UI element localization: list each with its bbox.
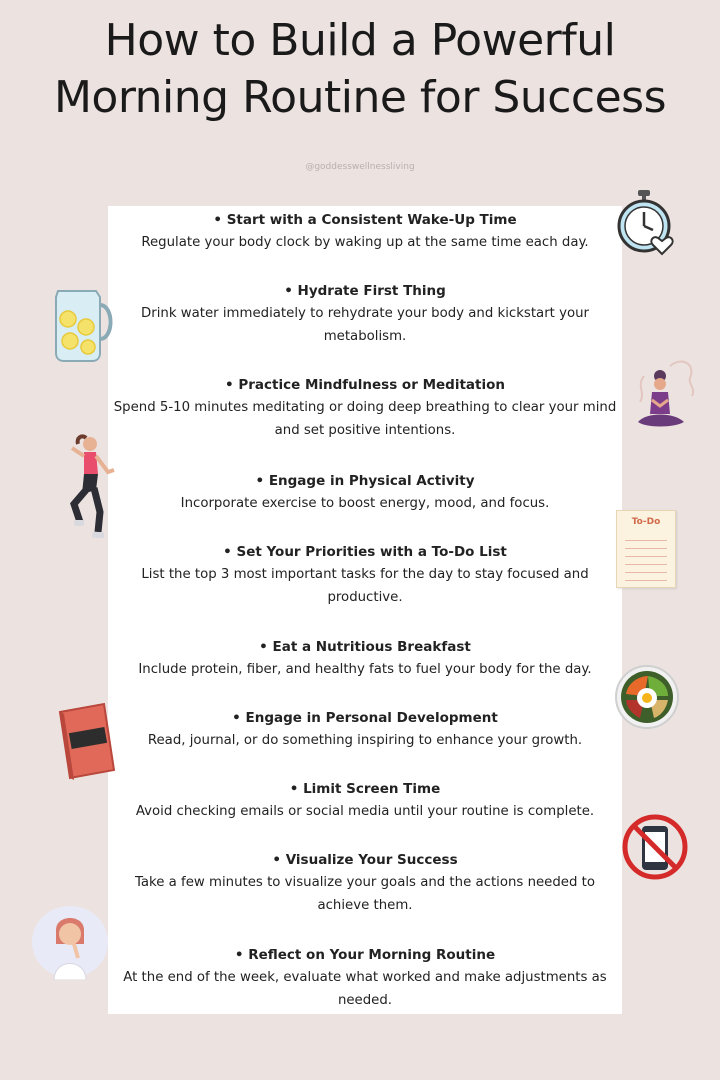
stopwatch-heart-icon	[612, 188, 680, 262]
tip-heading: • Set Your Priorities with a To-Do List	[223, 544, 507, 560]
tip-heading: • Reflect on Your Morning Routine	[234, 947, 496, 963]
tip-item	[108, 707, 622, 752]
tip-item	[108, 636, 622, 681]
tip-description: Take a few minutes to visualize your goals and the actions needed to achieve them.	[134, 875, 595, 913]
tips-card	[108, 206, 622, 1014]
todo-label: To-Do	[631, 517, 661, 527]
tip-item	[108, 849, 622, 917]
thinking-woman-icon	[30, 904, 110, 980]
tip-heading: • Hydrate First Thing	[284, 283, 446, 299]
lemon-water-jug-icon	[48, 283, 120, 363]
tip-item	[108, 209, 622, 254]
no-phone-icon	[620, 812, 690, 882]
tip-item	[108, 374, 622, 442]
page-title	[0, 12, 720, 126]
tip-item	[108, 470, 622, 515]
title-line-1: How to Build a Powerful	[104, 15, 616, 66]
tip-heading: • Visualize Your Success	[272, 852, 458, 868]
tip-description: List the top 3 most important tasks for the day to stay focused and productive.	[141, 567, 589, 605]
tip-description: Regulate your body clock by waking up at the same time each day.	[141, 235, 589, 250]
tip-description: Drink water immediately to rehydrate your body and kickstart your metabolism.	[141, 306, 589, 344]
tip-heading: • Limit Screen Time	[289, 781, 441, 797]
tip-heading: • Engage in Personal Development	[232, 710, 498, 726]
running-woman-icon	[62, 432, 126, 544]
tip-description: Incorporate exercise to boost energy, mood, and focus.	[180, 496, 550, 511]
tip-item	[108, 778, 622, 823]
tip-item	[108, 944, 622, 1012]
title-line-2: Morning Routine for Success	[53, 72, 667, 123]
breakfast-bowl-icon	[614, 664, 680, 730]
tip-item	[108, 541, 622, 609]
tip-item	[108, 280, 622, 348]
tip-description: Spend 5-10 minutes meditating or doing deep breathing to clear your mind and set positive intentions.	[113, 400, 617, 438]
tip-description: Avoid checking emails or social media until your routine is complete.	[135, 804, 595, 819]
journal-book-icon	[54, 700, 120, 780]
meditating-woman-icon	[630, 356, 704, 434]
author-handle: @goddesswellnessliving	[305, 162, 415, 172]
todo-lines	[625, 533, 667, 583]
tip-heading: • Start with a Consistent Wake-Up Time	[213, 212, 517, 228]
tip-heading: • Engage in Physical Activity	[255, 473, 475, 489]
tip-heading: • Practice Mindfulness or Meditation	[225, 377, 505, 393]
todo-list-icon	[616, 510, 676, 588]
tip-heading: • Eat a Nutritious Breakfast	[259, 639, 471, 655]
tip-description: Read, journal, or do something inspiring to enhance your growth.	[147, 733, 583, 748]
tip-description: At the end of the week, evaluate what worked and make adjustments as needed.	[123, 970, 607, 1008]
tip-description: Include protein, fiber, and healthy fats to fuel your body for the day.	[138, 662, 592, 677]
